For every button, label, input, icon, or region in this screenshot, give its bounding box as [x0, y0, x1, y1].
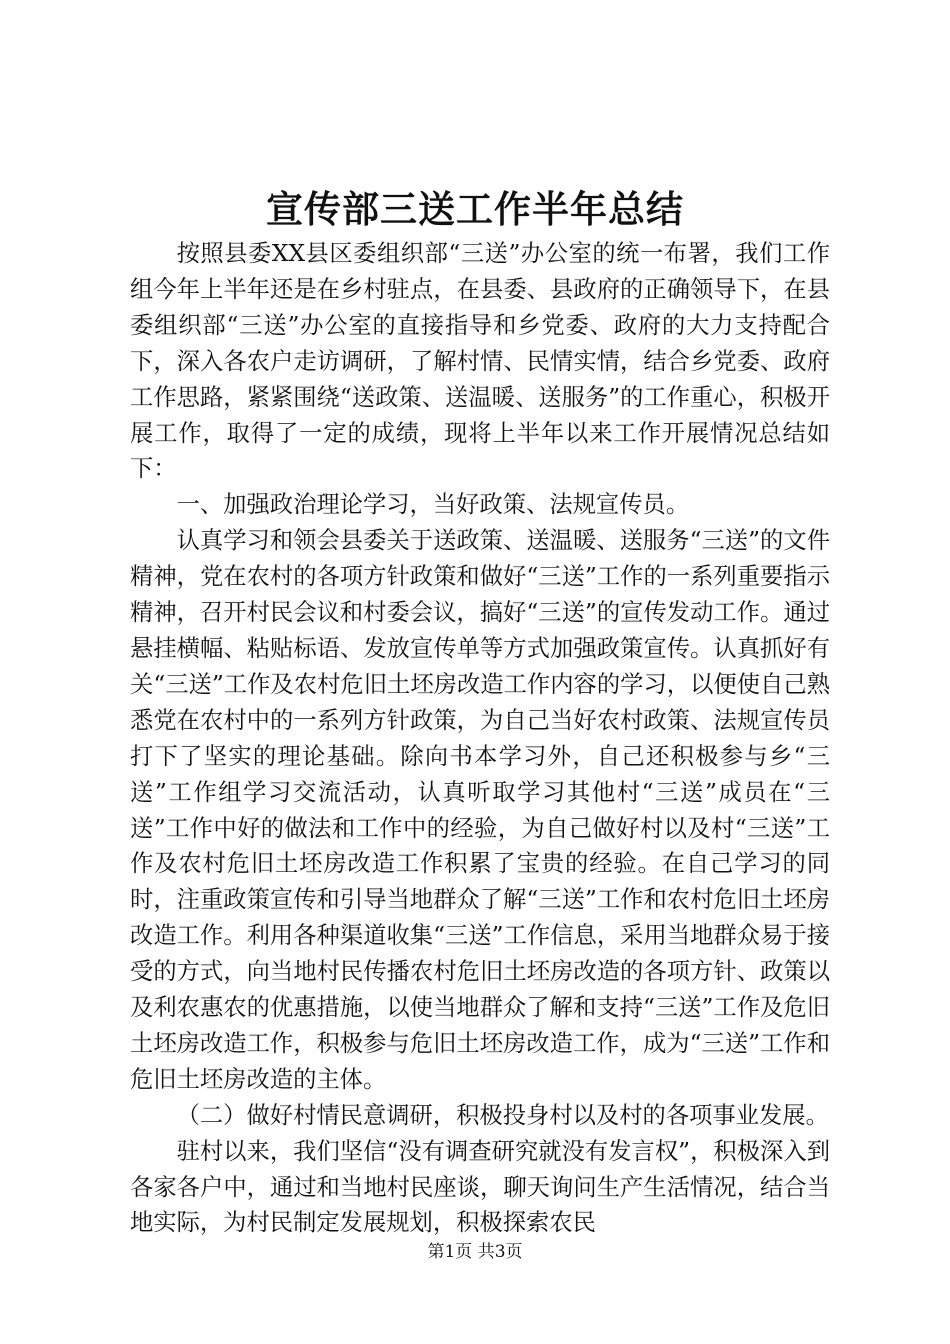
page-footer: 第1页 共3页: [427, 1242, 523, 1262]
document-title: 宣传部三送工作半年总结: [266, 187, 684, 231]
section-heading-2: （二）做好村情民意调研，积极投身村以及村的各项事业发展。: [176, 1101, 829, 1129]
paragraph-study: 认真学习和领会县委关于送政策、送温暖、送服务“三送”的文件精神，党在农村的各项方针政策和做好“三送”工作的一系列重要指示精神，召开村民会议和村委会议，搞好“三送”的宣传发动工作。通过悬挂横幅、粘贴标语、发放宣传单等方式加强政策宣传。认真抓好有关“三送”工作及农村危旧土坯房改造工作内容的学习，以便使自己熟悉党在农村中的一系列方针政策，为自己当好农村政策、法规宣传员打下了坚实的理论基础。除向书本学习外，自己还积极参与乡“三送”工作组学习交流活动，认真听取学习其他村“三送”成员在“三送”工作中好的做法和工作中的经验，为自己做好村以及村“三送”工作及农村危旧土坯房改造工作积累了宝贵的经验。在自己学习的同时，注重政策宣传和引导当地群众了解“三送”工作和农村危旧土坯房改造工作。利用各种渠道收集“三送”工作信息，采用当地群众易于接受的方式，向当地村民传播农村危旧土坯房改造的各项方针、政策以及利农惠农的优惠措施，以使当地群众了解和支持“三送”工作及危旧土坯房改造工作，积极参与危旧土坯房改造工作，成为“三送”工作和危旧土坯房改造的主体。: [130, 527, 830, 1093]
paragraph-intro: 按照县委XX县区委组织部“三送”办公室的统一布署，我们工作组今年上半年还是在乡村驻点，在县委、县政府的正确领导下，在县委组织部“三送”办公室的直接指导和乡党委、政府的大力支持配合下，深入各农户走访调研，了解村情、民情实情，结合乡党委、政府工作思路，紧紧围绕“送政策、送温暖、送服务”的工作重心，积极开展工作，取得了一定的成绩，现将上半年以来工作开展情况总结如下：: [130, 240, 830, 483]
section-heading-1: 一、加强政治理论学习，当好政策、法规宣传员。: [176, 491, 690, 519]
document-body: [130, 236, 830, 1241]
paragraph-research: 驻村以来，我们坚信“没有调查研究就没有发言权”，积极深入到各家各户中，通过和当地村民座谈，聊天询问生产生活情况，结合当地实际，为村民制定发展规划，积极探索农民: [130, 1137, 830, 1237]
